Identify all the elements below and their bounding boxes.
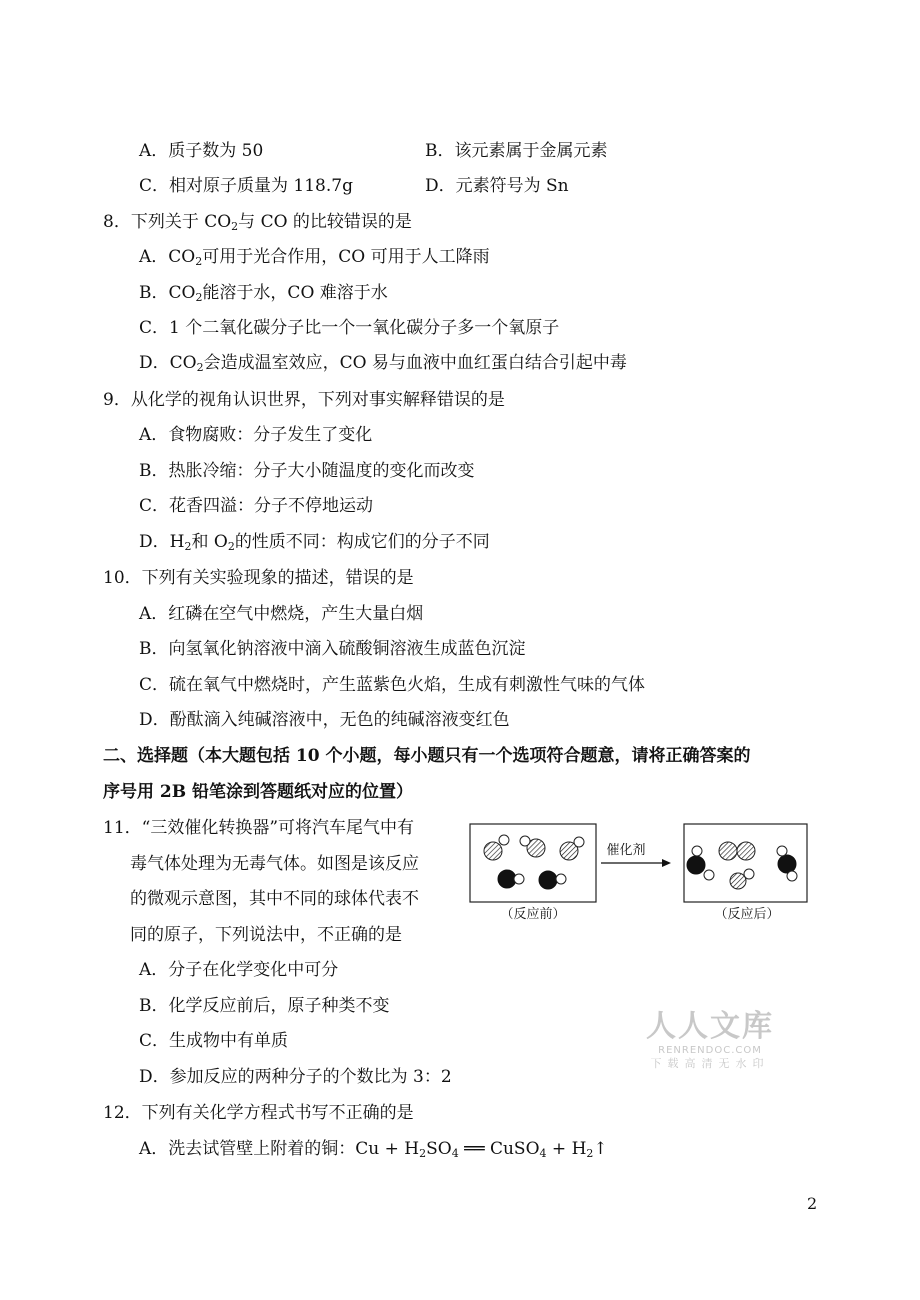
subscript: 2 [184,540,192,553]
q12-option-a-text: A．洗去试管壁上附着的铜：Cu + H [139,1139,420,1159]
subscript: 2 [586,1147,594,1160]
formula-part: ══ CuSO [458,1139,540,1159]
q11-stem-line3: 的微观示意图，其中不同的球体代表不 [130,889,419,909]
q8-option-b-text: B．CO [139,283,196,303]
watermark-title: 人人文库 [646,1009,774,1044]
q8-stem [103,211,412,233]
section-heading-line1: 二、选择题（本大题包括 10 个小题，每小题只有一个选项符合题意，请将正确答案的 [103,746,751,766]
subscript: 2 [195,291,203,304]
q10-option-d: D．酚酞滴入纯碱溶液中，无色的纯碱溶液变红色 [139,710,510,730]
q9-stem: 9．从化学的视角认识世界，下列对事实解释错误的是 [103,390,505,410]
q8-option-c: C．1 个二氧化碳分子比一个一氧化碳分子多一个氧原子 [139,318,560,338]
formula-part: SO [426,1139,452,1159]
after-label: （反应后） [714,907,780,922]
q12-option-a [139,1138,608,1160]
q10-option-b: B．向氢氧化钠溶液中滴入硫酸铜溶液生成蓝色沉淀 [139,639,526,659]
q8-option-a-text: A．CO [139,247,196,267]
watermark-logo [645,1010,775,1071]
q11-stem-line1: 11．“三效催化转换器”可将汽车尾气中有 [103,818,415,838]
q11-stem-line4: 同的原子，下列说法中，不正确的是 [130,925,402,945]
q8-option-b [139,282,388,304]
q11-option-a: A．分子在化学变化中可分 [139,960,339,980]
subscript: 2 [419,1147,427,1160]
q11-option-d: D．参加反应的两种分子的个数比为 3：2 [139,1067,452,1087]
reaction-diagram [465,818,825,928]
watermark-slogan: 下载高清无水印 [650,1057,770,1070]
subscript: 2 [196,361,204,374]
q9-option-b: B．热胀冷缩：分子大小随温度的变化而改变 [139,461,475,481]
gas-arrow-icon: ↑ [593,1139,608,1159]
q8-option-a [139,246,490,268]
before-box [470,824,596,902]
q10-option-c: C．硫在氧气中燃烧时，产生蓝紫色火焰，生成有刺激性气味的气体 [139,675,646,695]
page-number: 2 [807,1194,818,1213]
q7-option-b: B．该元素属于金属元素 [425,141,608,161]
q11-stem-line2: 毒气体处理为无毒气体。如图是该反应 [130,854,419,874]
q10-option-a: A．红磷在空气中燃烧，产生大量白烟 [139,604,424,624]
formula-part: + H [546,1139,587,1159]
before-label: （反应前） [500,907,566,922]
q8-option-a-text-end: 可用于光合作用，CO 可用于人工降雨 [202,247,490,267]
arrow-head-icon [662,859,671,867]
q9-option-d-text-mid: 和 O [191,532,228,552]
q8-option-d-text-end: 会造成温室效应，CO 易与血液中血红蛋白结合引起中毒 [203,353,627,373]
q7-option-c: C．相对原子质量为 118.7g [139,176,353,196]
subscript: 4 [539,1147,547,1160]
q12-stem: 12．下列有关化学方程式书写不正确的是 [103,1103,414,1123]
subscript: 2 [195,255,203,268]
q8-stem-text: 8．下列关于 CO [103,212,232,232]
q8-option-d-text: D．CO [139,353,197,373]
catalyst-label: 催化剂 [606,843,646,858]
watermark-url: RENRENDOC.COM [658,1045,762,1056]
subscript: 2 [231,220,239,233]
section-heading-line2: 序号用 2B 铅笔涂到答题纸对应的位置） [103,782,414,802]
q9-option-d-text: D．H [139,532,185,552]
q9-option-d [139,531,490,553]
q8-option-b-text-end: 能溶于水，CO 难溶于水 [202,283,388,303]
q7-option-a: A．质子数为 50 [139,141,264,161]
q9-option-d-text-end: 的性质不同：构成它们的分子不同 [234,532,490,552]
q7-option-d: D．元素符号为 Sn [425,176,569,196]
subscript: 2 [227,540,235,553]
q8-stem-text-end: 与 CO 的比较错误的是 [238,212,412,232]
q9-option-c: C．花香四溢：分子不停地运动 [139,496,374,516]
q11-option-c: C．生成物中有单质 [139,1031,289,1051]
q9-option-a: A．食物腐败：分子发生了变化 [139,425,373,445]
q8-option-d [139,352,627,374]
q10-stem: 10．下列有关实验现象的描述，错误的是 [103,568,414,588]
q11-option-b: B．化学反应前后，原子种类不变 [139,996,390,1016]
subscript: 4 [451,1147,459,1160]
